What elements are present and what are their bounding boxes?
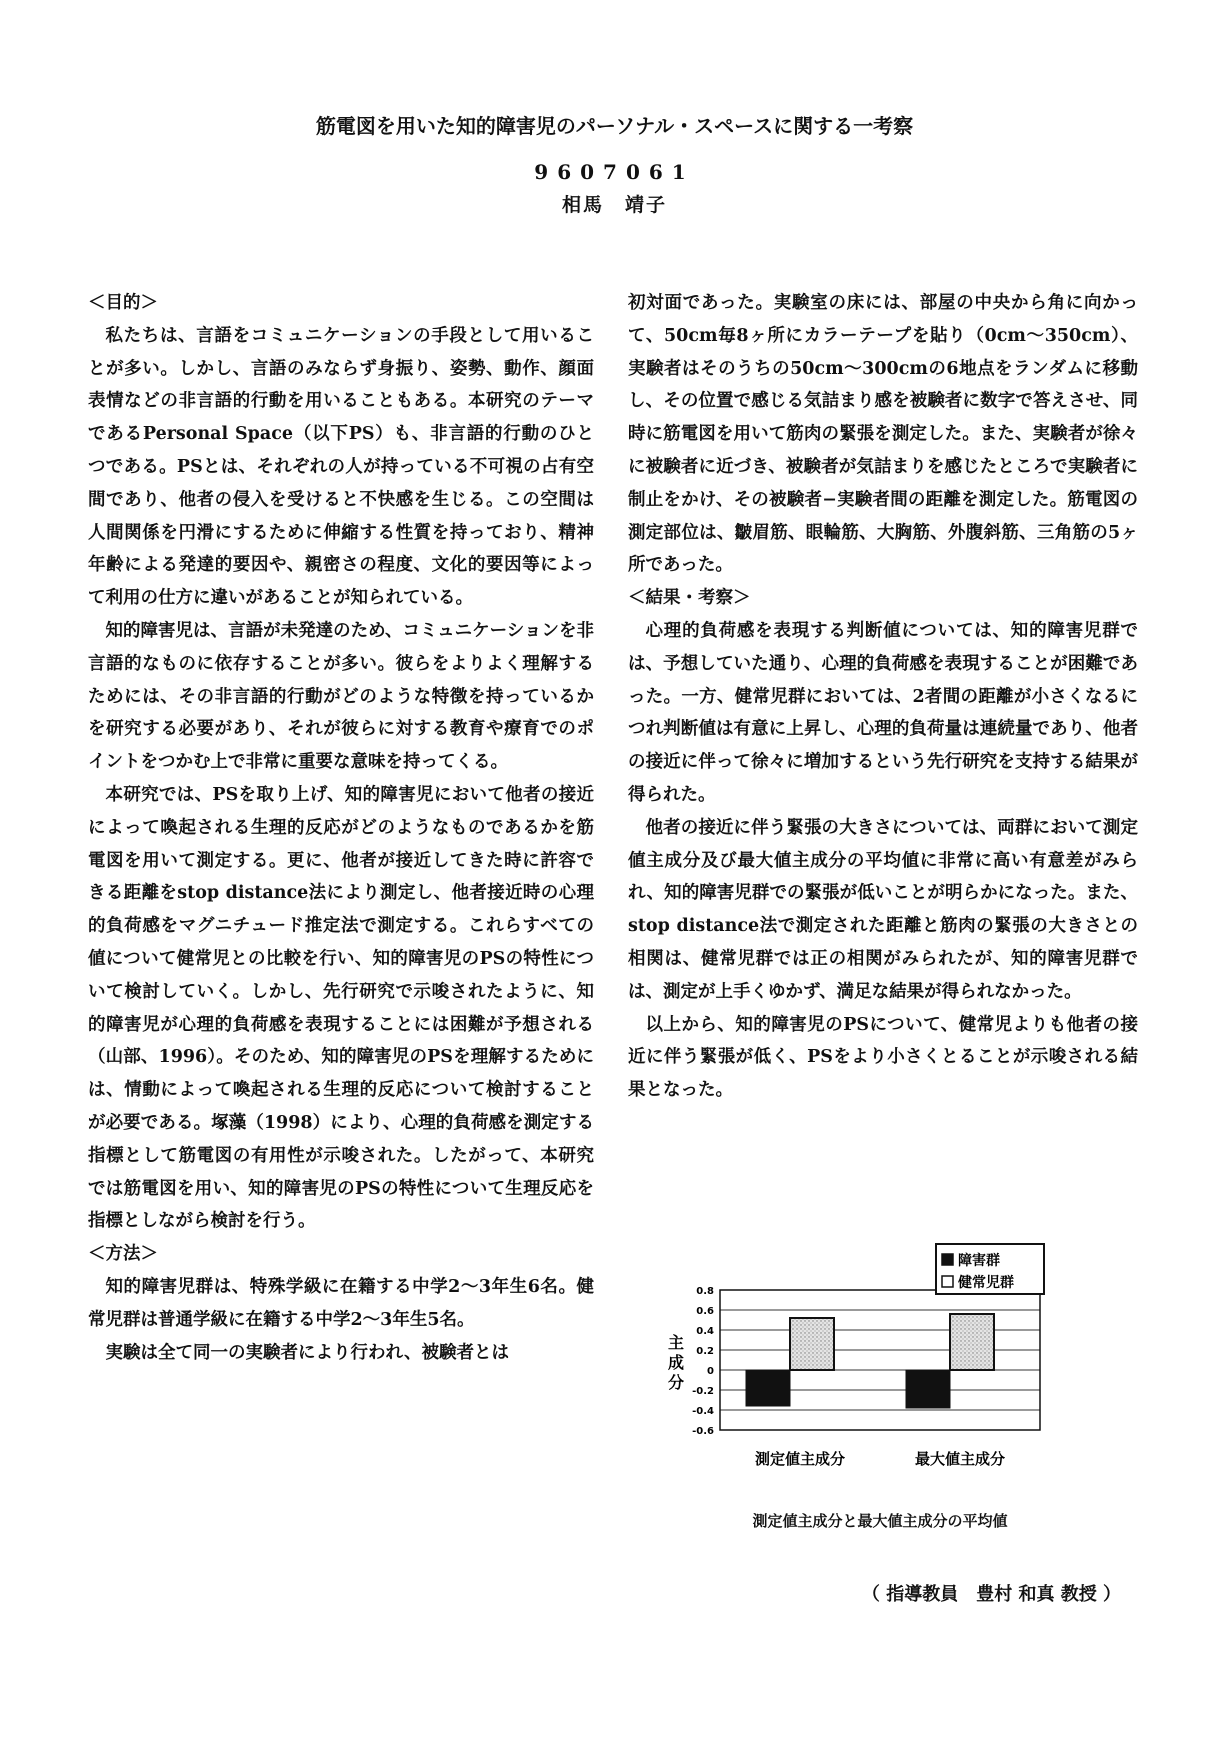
section-heading: ＜目的＞	[88, 293, 158, 313]
body-paragraph: 心理的負荷感を表現する判断値については、知的障害児群では、予想していた通り、心理的負荷感を表現することが困難であった。一方、健常児群においては、2者間の距離が小さくなるにつれ判断値は有意に上昇し、心理的負荷量は連続量であり、他者の接近に伴って徐々に増加するという先行研究を支持する結果が得られた。	[628, 620, 1138, 805]
chart-title: 測定値主成分と最大値主成分の平均値	[752, 1512, 1008, 1530]
body-paragraph: 本研究では、PSを取り上げ、知的障害児において他者の接近によって喚起される生理的反応がどのようなものであるかを筋電図を用いて測定する。更に、他者が接近してきた時に許容できる距離をstop distance法により測定し、他者接近時の心理的負荷感をマグニチュード推定法で測定する。これらすべての値について健常児との比較を行い、知的障害児のPSの特性について検討していく。しかし、先行研究で示唆されたように、知的障害児が心理的負荷感を表現することには困難が予想される（山部、1996）。そのため、知的障害児のPSを理解するためには、情動によって喚起される生理的反応について検討することが必要である。塚藻（1998）により、心理的負荷感を測定する指標として筋電図の有用性が示唆された。したがって、本研究では筋電図を用い、知的障害児のPSの特性について生理反応を指標としながら検討を行う。	[88, 784, 594, 1232]
bar	[906, 1370, 950, 1408]
y-tick-label: 0.8	[696, 1286, 714, 1297]
body-paragraph: 初対面であった。実験室の床には、部屋の中央から角に向かって、50cm毎8ヶ所にカラーテープを貼り（0cm〜350cm）、実験者はそのうちの50cm〜300cmの6地点をランダムに移動し、その位置で感じる気詰まり感を被験者に数字で答えさせ、同時に筋電図を用いて筋肉の緊張を測定した。また、実験者が徐々に被験者に近づき、被験者が気詰まりを感じたところで実験者に制止をかけ、その被験者−実験者間の距離を測定した。筋電図の測定部位は、皺眉筋、眼輪筋、大胸筋、外腹斜筋、三角筋の5ヶ所であった。	[628, 293, 1138, 576]
bar	[746, 1370, 790, 1406]
legend-swatch	[942, 1276, 953, 1287]
body-paragraph: 私たちは、言語をコミュニケーションの手段として用いることが多い。しかし、言語のみならず身振り、姿勢、動作、顔面表情などの非言語的行動を用いることもある。本研究のテーマであるPersonal Space（以下PS）も、非言語的行動のひとつである。PSとは、それぞれの人が持っている不可視の占有空間であり、他者の侵入を受けると不快感を生じる。この空間は人間関係を円滑にするために伸縮する性質を持っており、精神年齢による発達的要因や、親密さの程度、文化的要因等によって利用の仕方に違いがあることが知られている。	[88, 325, 594, 609]
section-heading: ＜方法＞	[88, 1244, 158, 1265]
student-id: 9607061	[534, 160, 695, 184]
x-tick-label: 最大値主成分	[914, 1450, 1006, 1468]
y-axis-label: 主	[667, 1333, 685, 1352]
right-column	[628, 287, 1138, 1107]
y-tick-label: 0.2	[696, 1346, 714, 1357]
bar	[790, 1318, 834, 1370]
left-column	[88, 287, 594, 1369]
y-axis-label: 分	[667, 1373, 685, 1392]
page-title: 筋電図を用いた知的障害児のパーソナル・スペースに関する一考察	[315, 114, 914, 138]
advisor-credit: （ 指導教員 豊村 和真 教授 ）	[861, 1584, 1121, 1605]
body-paragraph: 知的障害児群は、特殊学級に在籍する中学2〜3年生6名。健常児群は普通学級に在籍する中学2〜3年生5名。	[88, 1276, 594, 1330]
bar-chart	[660, 1240, 1100, 1530]
y-tick-label: -0.4	[692, 1406, 714, 1417]
y-tick-label: 0.6	[696, 1306, 714, 1317]
body-paragraph: 以上から、知的障害児のPSについて、健常児よりも他者の接近に伴う緊張が低く、PSをより小さくとることが示唆される結果となった。	[628, 1014, 1138, 1101]
author-name: 相馬 靖子	[561, 194, 667, 216]
legend-swatch	[942, 1254, 953, 1265]
y-tick-label: 0	[707, 1366, 714, 1377]
y-tick-label: 0.4	[696, 1326, 714, 1337]
body-paragraph: 実験は全て同一の実験者により行われ、被験者とは	[105, 1342, 510, 1363]
y-axis-label: 成	[667, 1353, 685, 1372]
bar	[950, 1314, 994, 1370]
body-paragraph: 他者の接近に伴う緊張の大きさについては、両群において測定値主成分及び最大値主成分の平均値に非常に高い有意差がみられ、知的障害児群での緊張が低いことが明らかになった。また、stop distance法で測定された距離と筋肉の緊張の大きさとの相関は、健常児群では正の相関がみられたが、知的障害児群では、測定が上手くゆかず、満足な結果が得られなかった。	[628, 817, 1138, 1002]
legend-label: 障害群	[958, 1253, 1000, 1269]
y-tick-label: -0.2	[692, 1386, 714, 1397]
chart-canvas	[660, 1240, 1100, 1510]
y-tick-label: -0.6	[692, 1426, 714, 1437]
legend-label: 健常児群	[958, 1275, 1014, 1291]
section-heading: ＜結果・考察＞	[628, 588, 751, 609]
body-paragraph: 知的障害児は、言語が未発達のため、コミュニケーションを非言語的なものに依存することが多い。彼らをよりよく理解するためには、その非言語的行動がどのような特徴を持っているかを研究する必要があり、それが彼らに対する教育や療育でのポイントをつかむ上で非常に重要な意味を持ってくる。	[88, 620, 594, 773]
x-tick-label: 測定値主成分	[754, 1450, 846, 1468]
